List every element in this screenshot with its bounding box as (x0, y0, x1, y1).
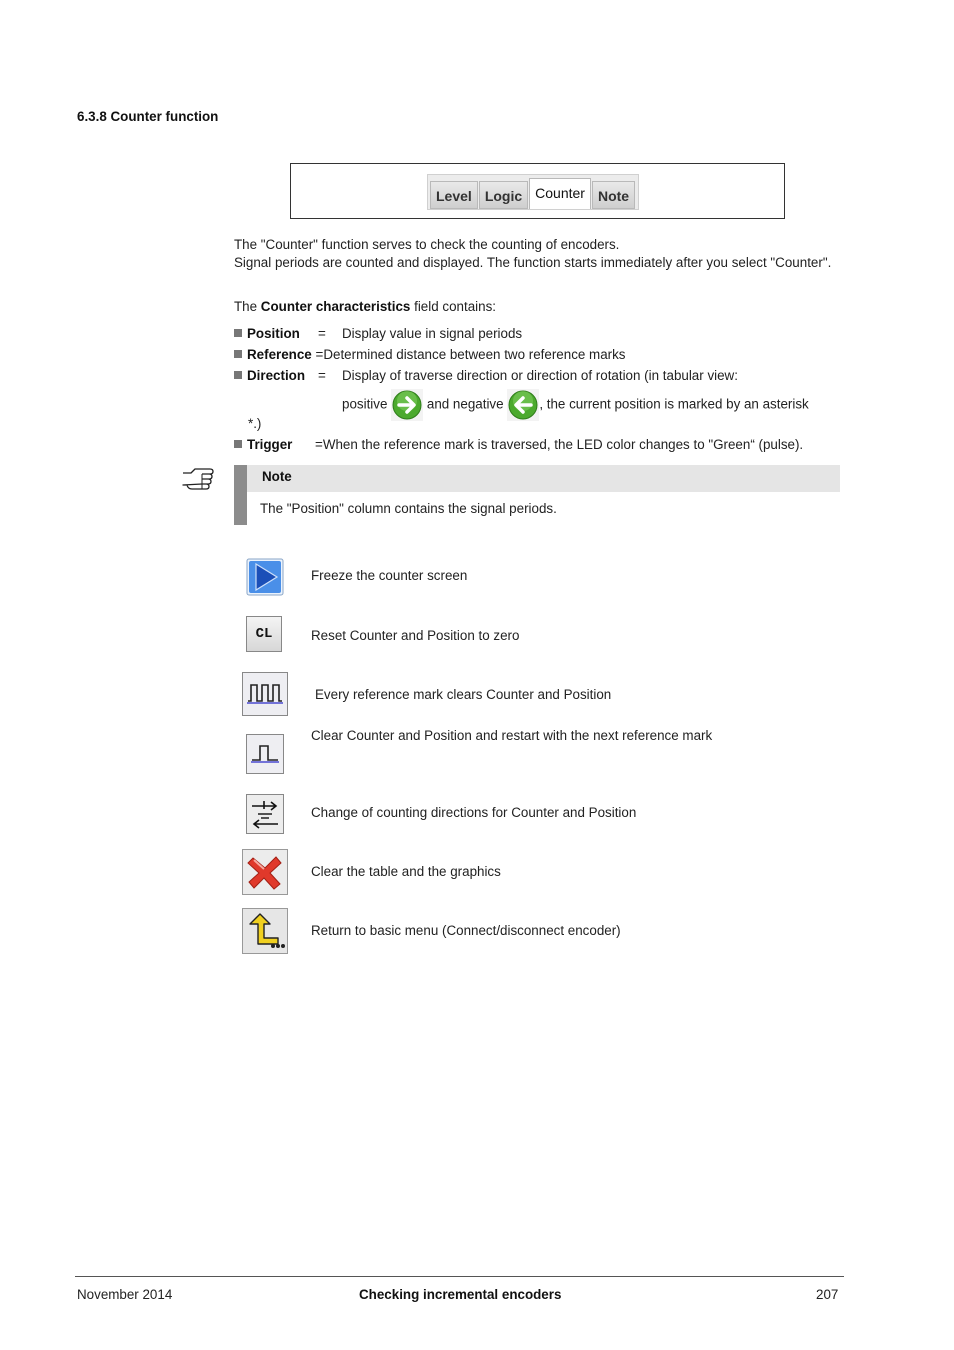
negative-label: and negative (426, 396, 504, 412)
tab-screenshot (290, 163, 785, 219)
item-trigger (234, 436, 804, 453)
section-heading: 6.3.8 Counter function (77, 109, 219, 124)
item-label: Position (247, 326, 300, 341)
clear-x-icon (242, 849, 288, 895)
characteristics-bold: Counter characteristics (260, 299, 411, 314)
intro-line-1: The "Counter" function serves to check the counting of encoders. (234, 237, 620, 252)
intro-line-2: Signal periods are counted and displayed. The function starts immediately after you select "Counter". (234, 254, 832, 270)
note-text: The "Position" column contains the signal periods. (260, 501, 557, 516)
item-text: Display value in signal periods (342, 326, 523, 341)
bullet-icon (234, 371, 242, 379)
note-box (234, 465, 840, 525)
item-text: =When the reference mark is traversed, the LED color changes to "Green“ (pulse). (315, 437, 804, 452)
direction-desc: Change of counting directions for Counter and Position (311, 805, 637, 820)
bullet-icon (234, 350, 242, 358)
positive-label: positive (342, 396, 388, 412)
direction-rest: , the current position is marked by an asterisk (539, 396, 809, 412)
note-header (247, 465, 840, 492)
tab-bar (427, 174, 639, 210)
item-sep: = (318, 368, 326, 383)
intro-paragraph (234, 236, 840, 271)
arrow-left-icon (507, 389, 539, 421)
page-number: 207 (816, 1287, 839, 1302)
item-reference (234, 346, 626, 363)
characteristics-suffix: field contains: (410, 299, 496, 314)
cl-desc: Reset Counter and Position to zero (311, 628, 520, 643)
characteristics-prefix: The (234, 299, 261, 314)
direction-icons-line (342, 389, 809, 421)
item-text: Determined distance between two reference marks (323, 347, 626, 362)
play-icon (246, 558, 284, 596)
item-sep: = (318, 326, 326, 341)
item-label: Reference (247, 347, 312, 362)
footer-title: Checking incremental encoders (359, 1287, 562, 1302)
return-icon (242, 908, 288, 954)
tab-level[interactable]: Level (430, 181, 478, 209)
single-pulse-desc: Clear Counter and Position and restart with the next reference mark (311, 728, 713, 743)
tab-note[interactable]: Note (592, 181, 635, 209)
cl-icon: CL (246, 616, 282, 652)
note-bar (234, 465, 247, 525)
tab-counter[interactable]: Counter (529, 178, 591, 209)
item-text: Display of traverse direction or direction of rotation (in tabular view: (342, 368, 738, 383)
pulse-train-desc: Every reference mark clears Counter and Position (315, 687, 612, 702)
tab-logic[interactable]: Logic (479, 181, 528, 209)
item-position (234, 325, 523, 342)
play-desc: Freeze the counter screen (311, 568, 468, 583)
direction-icon (246, 794, 284, 834)
item-sep: = (315, 347, 324, 362)
footer-date: November 2014 (77, 1287, 173, 1302)
bullet-icon (234, 440, 242, 448)
clear-x-desc: Clear the table and the graphics (311, 864, 501, 879)
bullet-icon (234, 329, 242, 337)
characteristics-intro (234, 298, 840, 316)
direction-end: *.) (248, 416, 262, 431)
arrow-right-icon (391, 389, 423, 421)
item-label: Trigger (247, 437, 293, 452)
pointing-hand-icon (180, 463, 216, 491)
footer-divider (75, 1276, 844, 1277)
note-title: Note (262, 469, 292, 484)
return-desc: Return to basic menu (Connect/disconnect encoder) (311, 923, 621, 938)
item-direction (234, 367, 738, 384)
item-label: Direction (247, 368, 306, 383)
pulse-train-icon (242, 672, 288, 716)
single-pulse-icon (246, 734, 284, 774)
